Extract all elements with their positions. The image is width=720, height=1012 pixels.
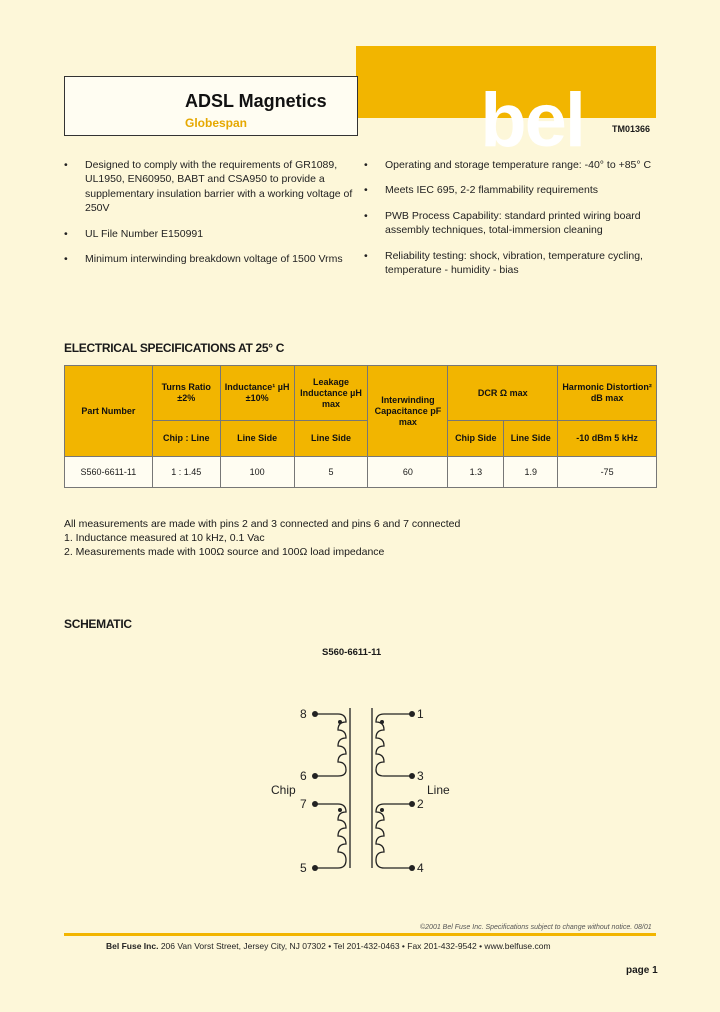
- feature-item: • Operating and storage temperature range: -40° to +85° C: [364, 158, 664, 172]
- pin-label: 1: [417, 707, 424, 721]
- pin-dot: [409, 773, 415, 779]
- pin-dot: [409, 865, 415, 871]
- polarity-dot: [338, 808, 342, 812]
- polarity-dot: [380, 808, 384, 812]
- feature-item: • Meets IEC 695, 2-2 flammability requirements: [364, 183, 664, 197]
- pin-label: 4: [417, 861, 424, 875]
- feature-item: • UL File Number E150991: [64, 227, 364, 241]
- footer: [106, 941, 551, 951]
- subheader-leakage: Line Side: [294, 421, 368, 457]
- copyright: ©2001 Bel Fuse Inc. Specifications subject to change without notice. 08/01: [420, 924, 652, 931]
- pin-label: 7: [300, 797, 307, 811]
- subheader-turns-ratio: Chip : Line: [152, 421, 220, 457]
- cell-part-number: S560-6611-11: [65, 457, 153, 488]
- pin-label: 3: [417, 769, 424, 783]
- header-distortion: Harmonic Distortion² dB max: [558, 366, 657, 421]
- cell-dcr-line: 1.9: [504, 457, 558, 488]
- chip-label: Chip: [271, 783, 296, 797]
- note-line: 2. Measurements made with 100Ω source and 100Ω load impedance: [64, 546, 385, 558]
- company-address: 206 Van Vorst Street, Jersey City, NJ 07302 • Tel 201-432-0463 • Fax 201-432-9542 • www.belfuse.com: [160, 941, 551, 951]
- document-title: ADSL Magnetics: [185, 91, 327, 111]
- spec-table: [64, 365, 657, 488]
- transformer-schematic: [260, 696, 460, 886]
- header-dcr: DCR Ω max: [448, 366, 558, 421]
- schematic-part-number: S560-6611-11: [322, 647, 382, 658]
- header-capacitance: Interwinding Capacitance pF max: [368, 366, 448, 457]
- pin-dot: [409, 801, 415, 807]
- notes: [64, 517, 460, 559]
- polarity-dot: [338, 720, 342, 724]
- bel-logo: bel: [480, 78, 584, 163]
- features-right: [364, 158, 664, 288]
- document-subtitle: Globespan: [185, 116, 248, 130]
- company-name: Bel Fuse Inc.: [106, 941, 159, 951]
- line-label: Line: [427, 783, 450, 797]
- pin-label: 6: [300, 769, 307, 783]
- footer-divider: [64, 933, 656, 936]
- table-row: [65, 457, 657, 488]
- header-inductance: Inductance¹ µH ±10%: [220, 366, 294, 421]
- pin-label: 2: [417, 797, 424, 811]
- header-turns-ratio: Turns Ratio ±2%: [152, 366, 220, 421]
- pin-dot: [312, 773, 318, 779]
- winding-line-lower: [376, 804, 412, 868]
- pin-dot: [312, 865, 318, 871]
- polarity-dot: [380, 720, 384, 724]
- cell-leakage: 5: [294, 457, 368, 488]
- winding-chip-lower: [315, 804, 346, 868]
- cell-inductance: 100: [220, 457, 294, 488]
- schematic-heading: SCHEMATIC: [64, 617, 132, 631]
- feature-item: • Designed to comply with the requirements of GR1089, UL1950, EN60950, BABT and CSA950 to provide a supplementary insulation barrier with a working voltage of 250V: [64, 158, 364, 216]
- subheader-dcr-line: Line Side: [504, 421, 558, 457]
- pin-label: 8: [300, 707, 307, 721]
- pin-label: 5: [300, 861, 307, 875]
- header-leakage: Leakage Inductance µH max: [294, 366, 368, 421]
- feature-item: • Reliability testing: shock, vibration, temperature cycling, temperature - humidity - bias: [364, 249, 664, 278]
- header-part-number: Part Number: [65, 366, 153, 457]
- feature-item: • Minimum interwinding breakdown voltage of 1500 Vrms: [64, 252, 364, 266]
- features-left: [64, 158, 364, 277]
- spec-heading: ELECTRICAL SPECIFICATIONS AT 25° C: [64, 341, 285, 355]
- pin-dot: [409, 711, 415, 717]
- page-number: page 1: [626, 965, 658, 976]
- subheader-inductance: Line Side: [220, 421, 294, 457]
- pin-dot: [312, 711, 318, 717]
- cell-capacitance: 60: [368, 457, 448, 488]
- cell-distortion: -75: [558, 457, 657, 488]
- title-box: [64, 76, 358, 136]
- note-line: 1. Inductance measured at 10 kHz, 0.1 Vac: [64, 532, 265, 544]
- note-line: All measurements are made with pins 2 and 3 connected and pins 6 and 7 connected: [64, 518, 461, 530]
- feature-item: • PWB Process Capability: standard printed wiring board assembly techniques, total-immersion cleaning: [364, 209, 664, 238]
- subheader-distortion: -10 dBm 5 kHz: [558, 421, 657, 457]
- pin-dot: [312, 801, 318, 807]
- cell-turns-ratio: 1 : 1.45: [152, 457, 220, 488]
- subheader-dcr-chip: Chip Side: [448, 421, 504, 457]
- cell-dcr-chip: 1.3: [448, 457, 504, 488]
- document-code: TM01366: [612, 124, 651, 134]
